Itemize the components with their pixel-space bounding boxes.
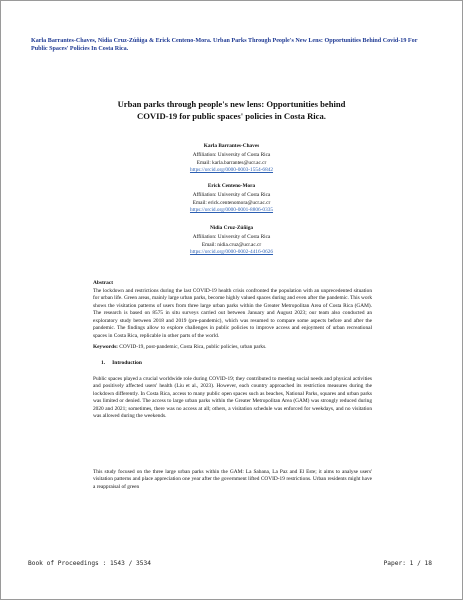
author-email: Email: nidia.cruz@ucr.ac.cr: [201, 241, 262, 248]
section-heading-introduction: [101, 360, 142, 366]
author-affiliation: Affiliation: University of Costa Rica: [192, 234, 271, 240]
author-email: Email: erick.centenomora@ucr.ac.cr: [192, 199, 271, 206]
paper-title-line-2: COVID-19 for public spaces' policies in Costa Rica.: [137, 111, 326, 121]
keywords-text: COVID-19, post-pandemic, Costa Rica, public policies, urban parks.: [117, 344, 267, 350]
paper-title-line-1: Urban parks through people's new lens: Opportunities behind: [117, 99, 346, 109]
keywords: [93, 344, 372, 351]
author-affiliation: Affiliation: University of Costa Rica: [192, 192, 271, 198]
section-title: Introduction: [112, 360, 142, 366]
author-name: Nidia Cruz-Zúñiga: [209, 225, 254, 231]
author-name: Erick Centeno-Mora: [207, 183, 256, 189]
running-header: Karla Barrantes-Chaves, Nidia Cruz-Zúñiga & Erick Centeno-Mora. Urban Parks Through People's New Lens: Opportunities Behind Covid-19 For Public Spaces' Policies In Costa Rica.: [31, 38, 418, 52]
introduction-paragraph-1: Public spaces played a crucial worldwide role during COVID-19; they contributed to meeting social needs and physical activities and positively affected users' health (Liu et al., 2023). However, each country approached its restriction measures during the lockdown differently. In Costa Rica, access to many public open spaces such as beaches, National Parks, squares and urban parks was limited or denied. The access to large urban parks within the Greater Metropolitan Area (GAM) was strongly reduced during 2020 and 2021; sometimes, there was no access at all; others, a visitation schedule was enforced for weekdays, and no visitation was allowed during the weekends.: [93, 376, 372, 420]
footer-proceedings: Book of Proceedings : 1543 / 3534: [28, 560, 151, 567]
author-affiliation: Affiliation: University of Costa Rica: [192, 152, 271, 158]
author-block-2: [100, 183, 363, 215]
footer-page-number: Paper: 1 / 18: [383, 560, 432, 567]
introduction-paragraph-2: This study focused on the three large urban parks within the GAM: La Sabana, La Paz and El Este; it aims to analyse users' visitation patterns and place appreciation one year after the government lifted COVID-19 restrictions. Urban residents might have a reappraisal of green: [93, 469, 372, 490]
author-block-3: [100, 225, 363, 257]
keywords-label: Keywords:: [93, 344, 118, 350]
paper-title: [60, 98, 403, 122]
section-number: 1.: [101, 360, 106, 366]
author-name: Karla Barrantes-Chaves: [203, 143, 260, 149]
author-block-1: [100, 143, 363, 175]
author-orcid-link[interactable]: https://orcid.org/0000-0001-8806-0335: [189, 207, 274, 213]
author-orcid-link[interactable]: https://orcid.org/0000-0003-1554-6842: [189, 167, 274, 173]
abstract-text: The lockdown and restrictions during the last COVID-19 health crisis confronted the population with an unprecedented situation for urban life. Green areas, mainly large urban parks, become highly valued spaces during and even after the pandemic. This work shows the visitation patterns of users from three large urban parks within the Greater Metropolitan Area of Costa Rica (GAM). The research is based on 8575 in situ surveys carried out between January and August 2023; our team also conducted an exploratory study between 2018 and 2019 (pre-pandemic), which was resumed to compare some aspects before and after the pandemic. The findings allow to explore challenges in public policies to improve access and enjoyment of urban recreational spaces in Costa Rica, replicable in other parts of the world.: [93, 288, 372, 339]
author-orcid-link[interactable]: https://orcid.org/0000-0002-4416-0626: [189, 249, 274, 255]
abstract-heading: Abstract: [93, 280, 114, 286]
author-email: Email: karla.barrantes@ucr.ac.cr: [196, 159, 267, 166]
